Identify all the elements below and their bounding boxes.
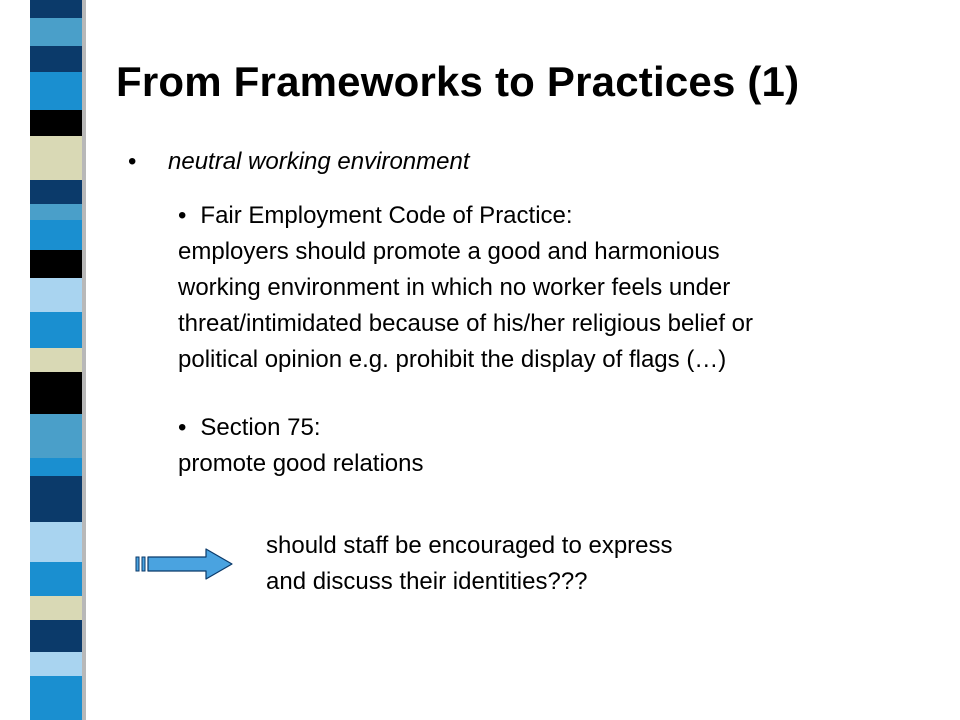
sub-item-heading-row bbox=[178, 410, 423, 446]
sub-item-section-75 bbox=[178, 410, 423, 482]
sub-item-heading: Section 75: bbox=[200, 414, 321, 441]
sub-item-line: employers should promote a good and harmonious bbox=[178, 238, 720, 265]
bullet-marker: • bbox=[178, 414, 187, 441]
sub-item-line: political opinion e.g. prohibit the display of flags (…) bbox=[178, 346, 727, 373]
question-text bbox=[266, 528, 673, 600]
main-bullet-text: neutral working environment bbox=[168, 148, 470, 175]
stripe-blocks bbox=[30, 0, 82, 720]
sub-item-line: working environment in which no worker feels under bbox=[178, 274, 731, 301]
slide-title: From Frameworks to Practices (1) bbox=[116, 58, 800, 105]
sub-item-fair-employment bbox=[178, 198, 753, 378]
sub-item-heading-row bbox=[178, 198, 753, 234]
sub-item-line: promote good relations bbox=[178, 450, 424, 477]
right-arrow-icon bbox=[134, 546, 234, 582]
sub-item-line: threat/intimidated because of his/her religious belief or bbox=[178, 310, 753, 337]
question-line: and discuss their identities??? bbox=[266, 568, 588, 595]
bullet-marker: • bbox=[178, 202, 187, 229]
question-line: should staff be encouraged to express bbox=[266, 532, 673, 559]
sub-item-heading: Fair Employment Code of Practice: bbox=[200, 202, 573, 229]
bullet-marker: • bbox=[128, 148, 137, 175]
decorative-stripe-bar bbox=[0, 0, 86, 720]
